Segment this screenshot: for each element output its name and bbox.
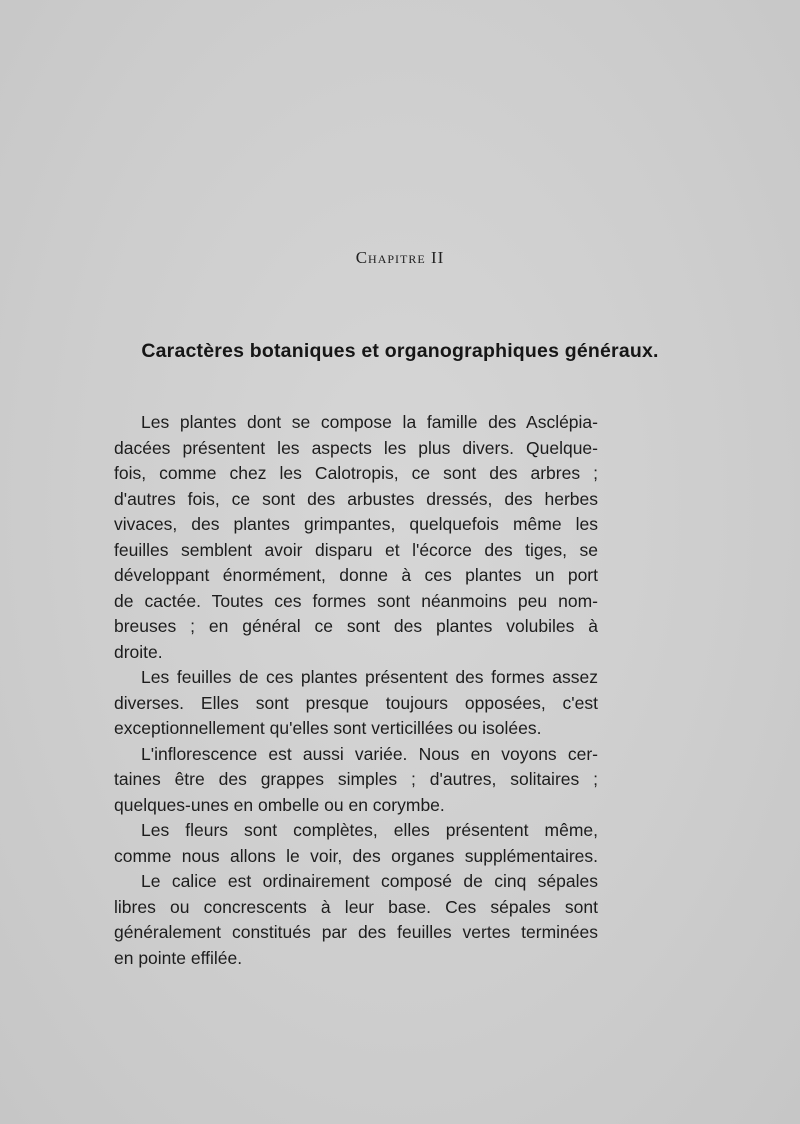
text-line: droite. bbox=[114, 641, 163, 662]
text-line: Le calice est ordinairement composé de cinq sépales bbox=[141, 871, 598, 891]
text-line: exceptionnellement qu'elles sont verticillées ou isolées. bbox=[114, 718, 542, 738]
text-line: dacées présentent les aspects les plus divers. Quelque- bbox=[114, 437, 598, 458]
body-text bbox=[114, 410, 598, 971]
chapter-heading: Chapitre II bbox=[355, 248, 445, 267]
text-line: breuses ; en général ce sont des plantes volubiles à bbox=[114, 616, 598, 636]
text-line: fois, comme chez les Calotropis, ce sont des arbres ; bbox=[114, 463, 598, 483]
text-line: feuilles semblent avoir disparu et l'écorce des tiges, se bbox=[114, 539, 598, 560]
text-line: comme nous allons le voir, des organes supplémentaires. bbox=[114, 845, 598, 866]
text-line: quelques-unes en ombelle ou en corymbe. bbox=[114, 794, 445, 815]
section-title: Caractères botaniques et organographiques généraux. bbox=[141, 340, 659, 362]
text-line: diverses. Elles sont presque toujours opposées, c'est bbox=[114, 692, 598, 713]
text-line: en pointe effilée. bbox=[114, 947, 243, 968]
text-line: de cactée. Toutes ces formes sont néanmoins peu nom- bbox=[114, 590, 598, 611]
text-line: développant énormément, donne à ces plantes un port bbox=[114, 565, 598, 585]
text-line: Les plantes dont se compose la famille des Asclépia- bbox=[141, 412, 598, 432]
text-line: Les feuilles de ces plantes présentent des formes assez bbox=[141, 667, 598, 687]
text-line: vivaces, des plantes grimpantes, quelquefois même les bbox=[114, 514, 598, 534]
text-line: d'autres fois, ce sont des arbustes dressés, des herbes bbox=[114, 488, 598, 509]
text-line: Les fleurs sont complètes, elles présentent même, bbox=[141, 820, 598, 840]
text-line: taines être des grappes simples ; d'autres, solitaires ; bbox=[114, 769, 598, 789]
text-line: généralement constitués par des feuilles vertes terminées bbox=[114, 922, 598, 942]
text-line: libres ou concrescents à leur base. Ces sépales sont bbox=[114, 896, 598, 917]
text-line: L'inflorescence est aussi variée. Nous en voyons cer- bbox=[141, 743, 598, 764]
